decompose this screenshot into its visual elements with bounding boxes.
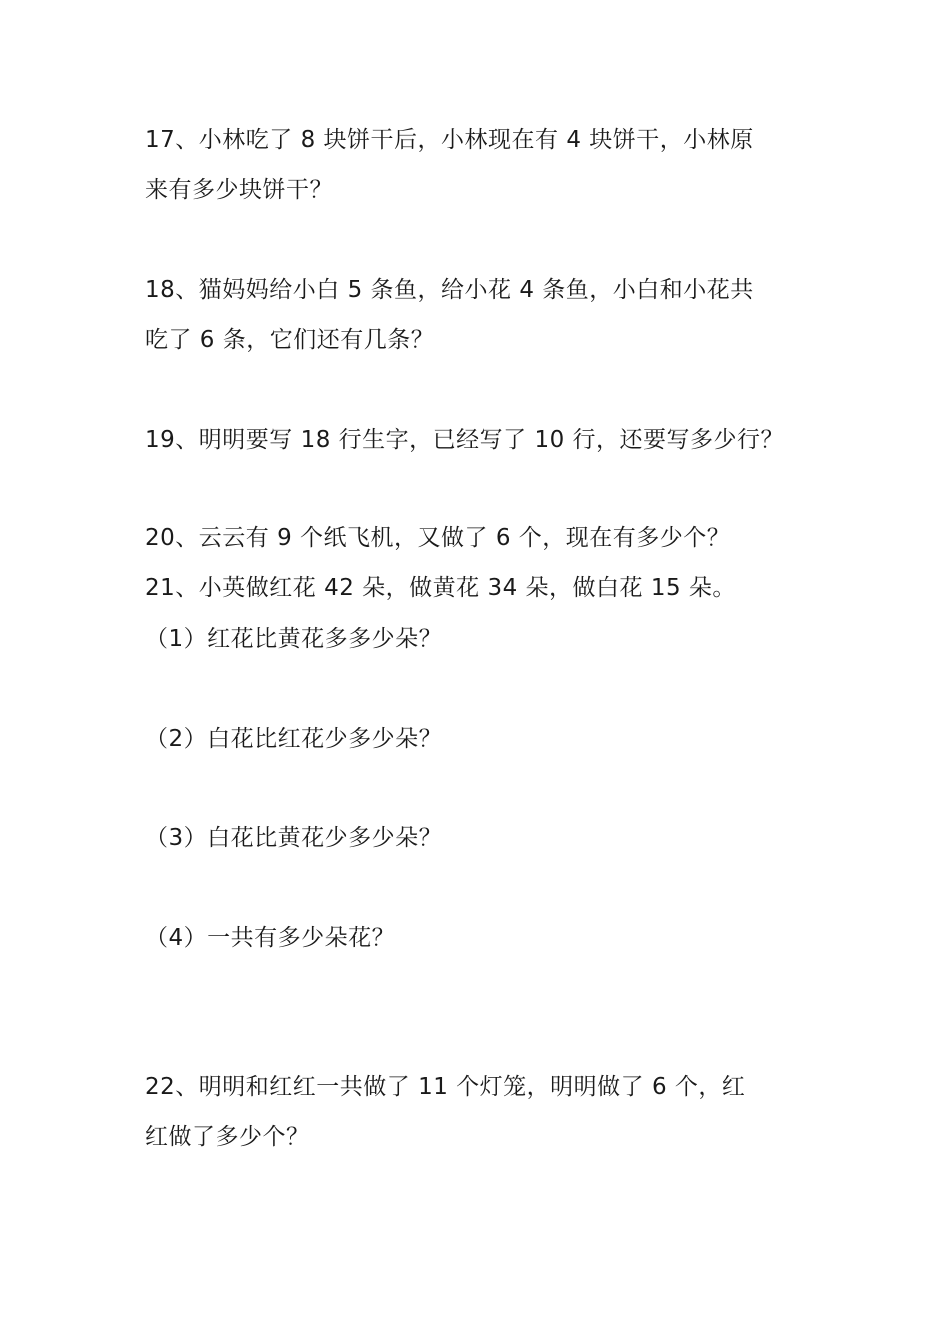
- problem-17-line-1: 17、小林吃了 8 块饼干后，小林现在有 4 块饼干，小林原: [145, 127, 754, 153]
- problem-21-line-1: 21、小英做红花 42 朵，做黄花 34 朵，做白花 15 朵。: [145, 575, 736, 601]
- problem-18-line-1: 18、猫妈妈给小白 5 条鱼，给小花 4 条鱼，小白和小花共: [145, 277, 754, 303]
- problem-18-line-2: 吃了 6 条，它们还有几条？: [145, 327, 435, 353]
- problem-22-line-1: 22、明明和红红一共做了 11 个灯笼，明明做了 6 个，红: [145, 1074, 746, 1100]
- problem-22-line-2: 红做了多少个？: [145, 1124, 310, 1150]
- problem-19-line-1: 19、明明要写 18 行生字，已经写了 10 行，还要写多少行？: [145, 427, 785, 453]
- problem-21-question-2: （2）白花比红花少多少朵？: [145, 726, 443, 752]
- problem-20-line-1: 20、云云有 9 个纸飞机，又做了 6 个，现在有多少个？: [145, 525, 731, 551]
- problem-21-question-1: （1）红花比黄花多多少朵？: [145, 626, 443, 652]
- problem-17-line-2: 来有多少块饼干？: [145, 177, 333, 203]
- problem-21-question-3: （3）白花比黄花少多少朵？: [145, 825, 443, 851]
- problem-21-question-4: （4）一共有多少朵花？: [145, 925, 396, 951]
